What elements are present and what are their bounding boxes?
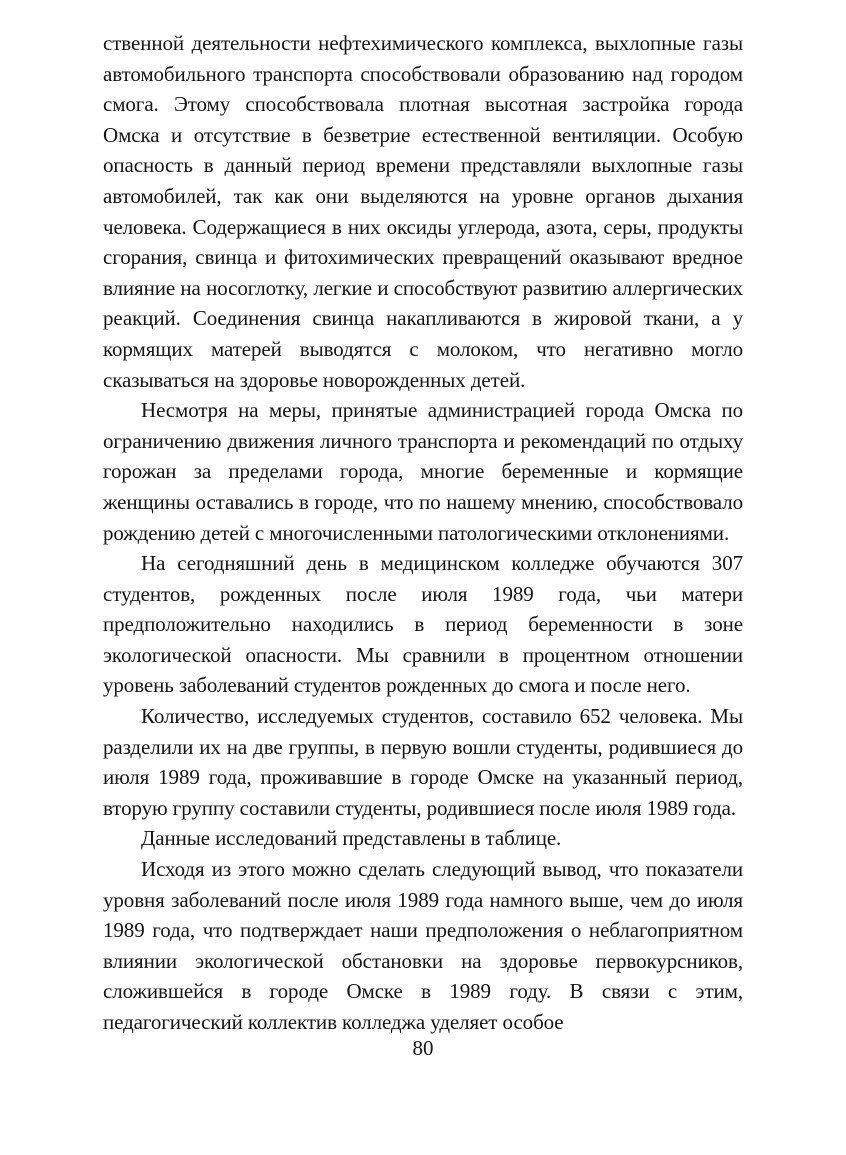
paragraph-6: Исходя из этого можно сделать следующий вывод, что показатели уровня заболеваний после июля 1989 года намного выше, чем до июля 1989 года, что подтверждает наши предположения о неблагоприятном влиянии экологической обстановки на здоровье первокурсников, сложившейся в городе Омске в 1989 году. В связи с этим, педагогический коллектив колледжа уделяет особое <box>103 857 743 1034</box>
paragraph-3: На сегодняшний день в медицинском колледже обучаются 307 студентов, рожденных после июля 1989 года, чьи матери предположительно находились в период беременности в зоне экологической опасности. Мы сравнили в процентном отношении уровень заболеваний студентов рожденных до смога и после него. <box>103 551 743 698</box>
paragraph-2: Несмотря на меры, принятые администрацией города Омска по ограничению движения личного транспорта и рекомендаций по отдыху горожан за пределами города, многие беременные и кормящие женщины оставались в городе, что по нашему мнению, способствовало рождению детей с многочисленными патологическими отклонениями. <box>103 398 743 545</box>
page-body <box>103 28 743 1038</box>
paragraph-1: ственной деятельности нефтехимического комплекса, выхлопные газы автомобильного транспорта способствовали образованию над городом смога. Этому способствовала плотная высотная застройка города Омска и отсутствие в безветрие естественной вентиляции. Особую опасность в данный период времени представляли выхлопные газы автомобилей, так как они выделяются на уровне органов дыхания человека. Содержащиеся в них оксиды углерода, азота, серы, продукты сгорания, свинца и фитохимических превращений оказывают вредное влияние на носоглотку, легкие и способствуют развитию аллергических реакций. Соединения свинца накапливаются в жировой ткани, а у кормящих матерей выводятся с молоком, что негативно могло сказываться на здоровье новорожденных детей. <box>103 31 743 392</box>
paragraph-4: Количество, исследуемых студентов, составило 652 человека. Мы разделили их на две группы, в первую вошли студенты, родившиеся до июля 1989 года, проживавшие в городе Омске на указанный период, вторую группу составили студенты, родившиеся после июля 1989 года. <box>103 704 743 820</box>
page-number: 80 <box>412 1036 434 1060</box>
paragraph-5: Данные исследований представлены в таблице. <box>141 826 562 851</box>
